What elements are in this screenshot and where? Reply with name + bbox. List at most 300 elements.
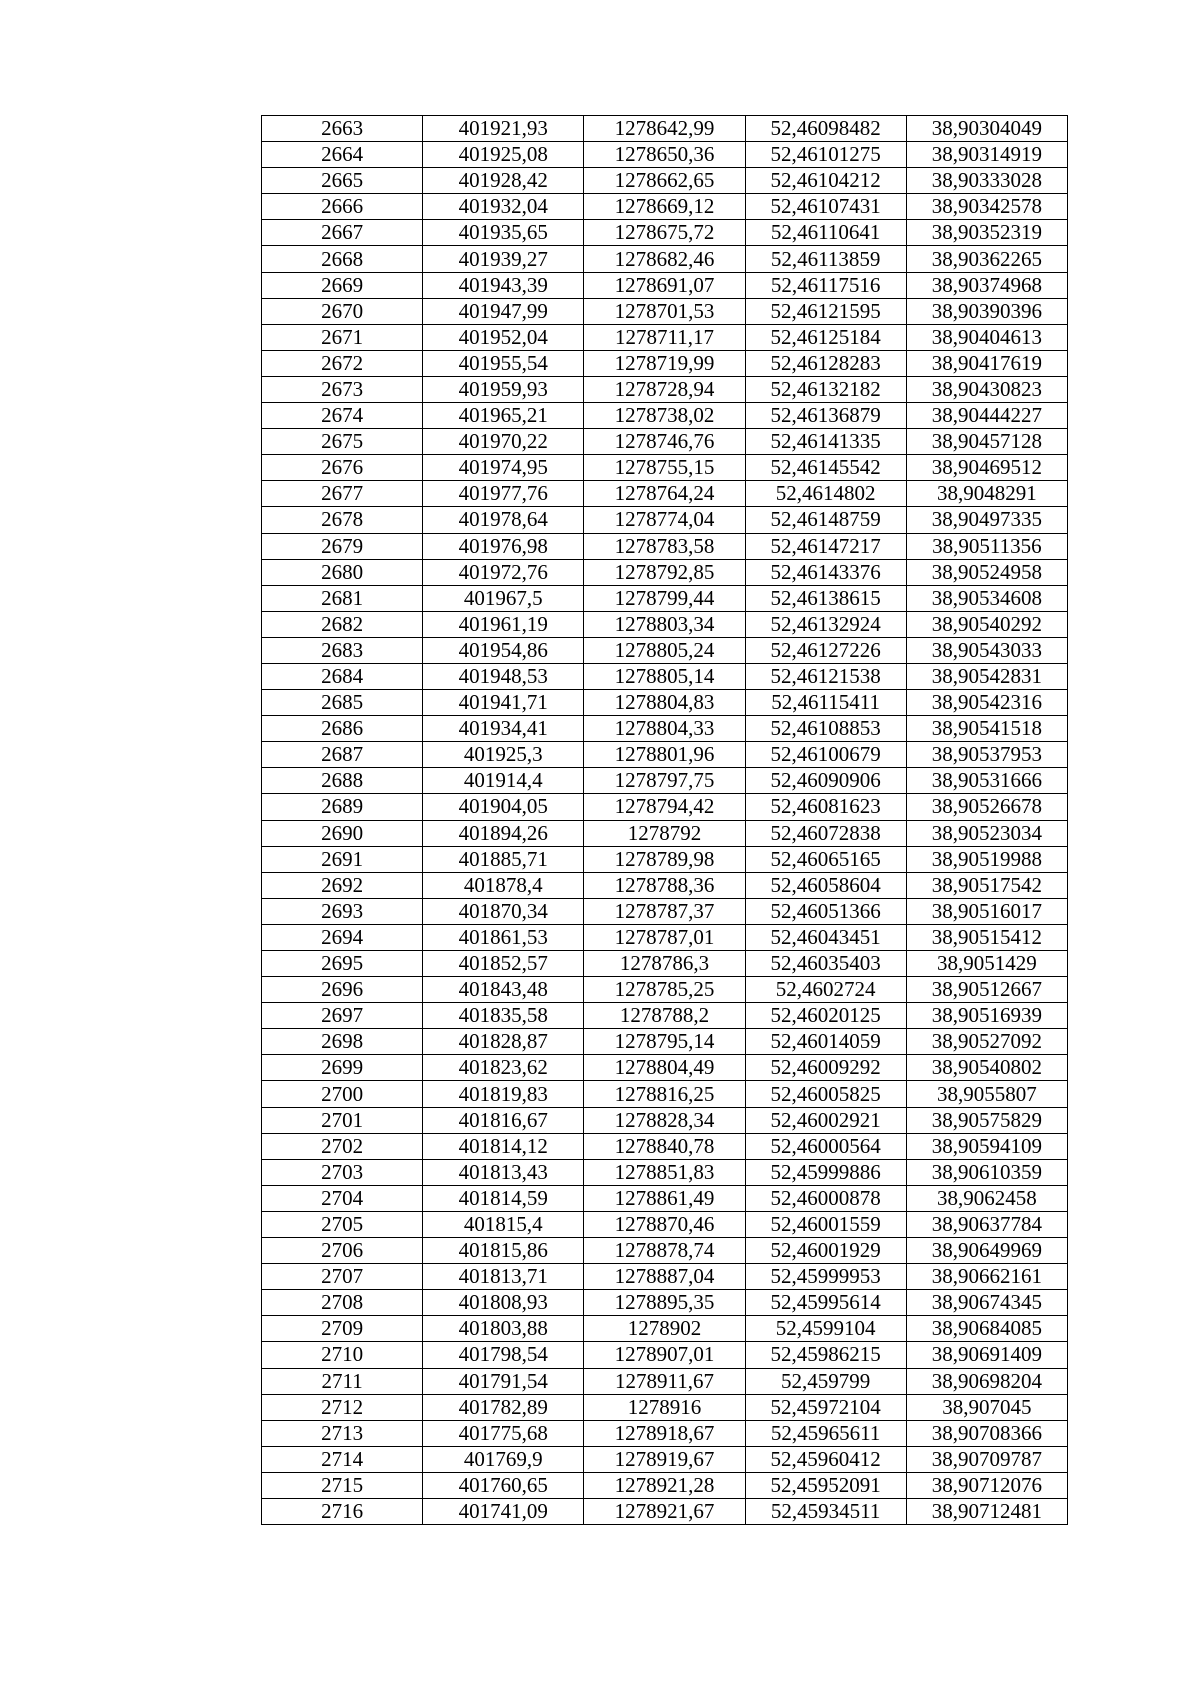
latitude-cell: 52,46108853 [745, 716, 906, 742]
point-number-cell: 2667 [262, 220, 423, 246]
point-number-cell: 2689 [262, 794, 423, 820]
x-coordinate-cell: 401861,53 [423, 924, 584, 950]
y-coordinate-cell: 1278797,75 [584, 768, 745, 794]
latitude-cell: 52,46101275 [745, 142, 906, 168]
x-coordinate-cell: 401914,4 [423, 768, 584, 794]
latitude-cell: 52,45999953 [745, 1264, 906, 1290]
x-coordinate-cell: 401943,39 [423, 272, 584, 298]
point-number-cell: 2716 [262, 1498, 423, 1524]
table-row [262, 1498, 1068, 1524]
longitude-cell: 38,90534608 [906, 585, 1067, 611]
point-number-cell: 2713 [262, 1420, 423, 1446]
y-coordinate-cell: 1278786,3 [584, 951, 745, 977]
x-coordinate-cell: 401885,71 [423, 846, 584, 872]
point-number-cell: 2712 [262, 1394, 423, 1420]
longitude-cell: 38,90515412 [906, 924, 1067, 950]
y-coordinate-cell: 1278792 [584, 820, 745, 846]
table-row [262, 533, 1068, 559]
longitude-cell: 38,90333028 [906, 168, 1067, 194]
table-row [262, 924, 1068, 950]
point-number-cell: 2715 [262, 1472, 423, 1498]
y-coordinate-cell: 1278805,14 [584, 663, 745, 689]
longitude-cell: 38,90542831 [906, 663, 1067, 689]
y-coordinate-cell: 1278789,98 [584, 846, 745, 872]
y-coordinate-cell: 1278719,99 [584, 350, 745, 376]
longitude-cell: 38,90708366 [906, 1420, 1067, 1446]
latitude-cell: 52,46104212 [745, 168, 906, 194]
longitude-cell: 38,90516939 [906, 1003, 1067, 1029]
x-coordinate-cell: 401814,59 [423, 1185, 584, 1211]
y-coordinate-cell: 1278785,25 [584, 977, 745, 1003]
latitude-cell: 52,46020125 [745, 1003, 906, 1029]
y-coordinate-cell: 1278783,58 [584, 533, 745, 559]
x-coordinate-cell: 401878,4 [423, 872, 584, 898]
y-coordinate-cell: 1278805,24 [584, 637, 745, 663]
x-coordinate-cell: 401965,21 [423, 403, 584, 429]
y-coordinate-cell: 1278794,42 [584, 794, 745, 820]
y-coordinate-cell: 1278755,15 [584, 455, 745, 481]
table-row [262, 585, 1068, 611]
y-coordinate-cell: 1278701,53 [584, 298, 745, 324]
latitude-cell: 52,46115411 [745, 690, 906, 716]
x-coordinate-cell: 401741,09 [423, 1498, 584, 1524]
table-row [262, 977, 1068, 1003]
point-number-cell: 2683 [262, 637, 423, 663]
latitude-cell: 52,45952091 [745, 1472, 906, 1498]
table-row [262, 820, 1068, 846]
longitude-cell: 38,90497335 [906, 507, 1067, 533]
y-coordinate-cell: 1278711,17 [584, 324, 745, 350]
x-coordinate-cell: 401894,26 [423, 820, 584, 846]
y-coordinate-cell: 1278840,78 [584, 1133, 745, 1159]
x-coordinate-cell: 401932,04 [423, 194, 584, 220]
table-row [262, 794, 1068, 820]
point-number-cell: 2700 [262, 1081, 423, 1107]
point-number-cell: 2694 [262, 924, 423, 950]
table-row [262, 1185, 1068, 1211]
latitude-cell: 52,46014059 [745, 1029, 906, 1055]
latitude-cell: 52,46035403 [745, 951, 906, 977]
table-row [262, 1316, 1068, 1342]
latitude-cell: 52,46001929 [745, 1238, 906, 1264]
coordinates-table [261, 115, 1068, 1525]
point-number-cell: 2676 [262, 455, 423, 481]
longitude-cell: 38,90304049 [906, 116, 1067, 142]
latitude-cell: 52,45999886 [745, 1159, 906, 1185]
y-coordinate-cell: 1278792,85 [584, 559, 745, 585]
y-coordinate-cell: 1278851,83 [584, 1159, 745, 1185]
y-coordinate-cell: 1278669,12 [584, 194, 745, 220]
y-coordinate-cell: 1278787,01 [584, 924, 745, 950]
longitude-cell: 38,90457128 [906, 429, 1067, 455]
latitude-cell: 52,46001559 [745, 1211, 906, 1237]
latitude-cell: 52,45965611 [745, 1420, 906, 1446]
x-coordinate-cell: 401835,58 [423, 1003, 584, 1029]
latitude-cell: 52,46125184 [745, 324, 906, 350]
longitude-cell: 38,90512667 [906, 977, 1067, 1003]
x-coordinate-cell: 401925,08 [423, 142, 584, 168]
latitude-cell: 52,46098482 [745, 116, 906, 142]
latitude-cell: 52,46005825 [745, 1081, 906, 1107]
latitude-cell: 52,46141335 [745, 429, 906, 455]
longitude-cell: 38,90390396 [906, 298, 1067, 324]
longitude-cell: 38,90712076 [906, 1472, 1067, 1498]
x-coordinate-cell: 401828,87 [423, 1029, 584, 1055]
table-row [262, 1290, 1068, 1316]
y-coordinate-cell: 1278804,83 [584, 690, 745, 716]
x-coordinate-cell: 401978,64 [423, 507, 584, 533]
x-coordinate-cell: 401782,89 [423, 1394, 584, 1420]
point-number-cell: 2671 [262, 324, 423, 350]
longitude-cell: 38,90531666 [906, 768, 1067, 794]
longitude-cell: 38,90526678 [906, 794, 1067, 820]
latitude-cell: 52,46065165 [745, 846, 906, 872]
y-coordinate-cell: 1278738,02 [584, 403, 745, 429]
latitude-cell: 52,46090906 [745, 768, 906, 794]
table-row [262, 716, 1068, 742]
point-number-cell: 2707 [262, 1264, 423, 1290]
y-coordinate-cell: 1278902 [584, 1316, 745, 1342]
x-coordinate-cell: 401760,65 [423, 1472, 584, 1498]
latitude-cell: 52,45972104 [745, 1394, 906, 1420]
point-number-cell: 2705 [262, 1211, 423, 1237]
x-coordinate-cell: 401819,83 [423, 1081, 584, 1107]
longitude-cell: 38,90342578 [906, 194, 1067, 220]
y-coordinate-cell: 1278788,36 [584, 872, 745, 898]
longitude-cell: 38,90314919 [906, 142, 1067, 168]
latitude-cell: 52,46128283 [745, 350, 906, 376]
x-coordinate-cell: 401815,4 [423, 1211, 584, 1237]
x-coordinate-cell: 401925,3 [423, 742, 584, 768]
longitude-cell: 38,90511356 [906, 533, 1067, 559]
point-number-cell: 2704 [262, 1185, 423, 1211]
x-coordinate-cell: 401959,93 [423, 376, 584, 402]
latitude-cell: 52,4599104 [745, 1316, 906, 1342]
latitude-cell: 52,45986215 [745, 1342, 906, 1368]
y-coordinate-cell: 1278642,99 [584, 116, 745, 142]
y-coordinate-cell: 1278728,94 [584, 376, 745, 402]
point-number-cell: 2665 [262, 168, 423, 194]
point-number-cell: 2682 [262, 611, 423, 637]
latitude-cell: 52,46127226 [745, 637, 906, 663]
table-row [262, 742, 1068, 768]
y-coordinate-cell: 1278921,67 [584, 1498, 745, 1524]
longitude-cell: 38,90517542 [906, 872, 1067, 898]
point-number-cell: 2702 [262, 1133, 423, 1159]
table-row [262, 1211, 1068, 1237]
longitude-cell: 38,90691409 [906, 1342, 1067, 1368]
latitude-cell: 52,45960412 [745, 1446, 906, 1472]
table-row [262, 220, 1068, 246]
point-number-cell: 2669 [262, 272, 423, 298]
table-row [262, 1264, 1068, 1290]
longitude-cell: 38,90352319 [906, 220, 1067, 246]
point-number-cell: 2673 [262, 376, 423, 402]
point-number-cell: 2688 [262, 768, 423, 794]
x-coordinate-cell: 401976,98 [423, 533, 584, 559]
x-coordinate-cell: 401967,5 [423, 585, 584, 611]
latitude-cell: 52,46107431 [745, 194, 906, 220]
latitude-cell: 52,46138615 [745, 585, 906, 611]
table-row [262, 1107, 1068, 1133]
y-coordinate-cell: 1278746,76 [584, 429, 745, 455]
point-number-cell: 2701 [262, 1107, 423, 1133]
y-coordinate-cell: 1278804,33 [584, 716, 745, 742]
longitude-cell: 38,907045 [906, 1394, 1067, 1420]
longitude-cell: 38,90417619 [906, 350, 1067, 376]
y-coordinate-cell: 1278887,04 [584, 1264, 745, 1290]
point-number-cell: 2672 [262, 350, 423, 376]
point-number-cell: 2703 [262, 1159, 423, 1185]
latitude-cell: 52,46136879 [745, 403, 906, 429]
point-number-cell: 2699 [262, 1055, 423, 1081]
y-coordinate-cell: 1278691,07 [584, 272, 745, 298]
point-number-cell: 2687 [262, 742, 423, 768]
longitude-cell: 38,90404613 [906, 324, 1067, 350]
latitude-cell: 52,46121538 [745, 663, 906, 689]
table-row [262, 1394, 1068, 1420]
y-coordinate-cell: 1278764,24 [584, 481, 745, 507]
x-coordinate-cell: 401852,57 [423, 951, 584, 977]
longitude-cell: 38,90712481 [906, 1498, 1067, 1524]
x-coordinate-cell: 401775,68 [423, 1420, 584, 1446]
longitude-cell: 38,90541518 [906, 716, 1067, 742]
latitude-cell: 52,4614802 [745, 481, 906, 507]
table-row [262, 455, 1068, 481]
table-row [262, 1342, 1068, 1368]
point-number-cell: 2678 [262, 507, 423, 533]
latitude-cell: 52,46117516 [745, 272, 906, 298]
longitude-cell: 38,90524958 [906, 559, 1067, 585]
point-number-cell: 2714 [262, 1446, 423, 1472]
point-number-cell: 2680 [262, 559, 423, 585]
table-row [262, 663, 1068, 689]
y-coordinate-cell: 1278878,74 [584, 1238, 745, 1264]
x-coordinate-cell: 401870,34 [423, 898, 584, 924]
table-row [262, 1029, 1068, 1055]
longitude-cell: 38,90537953 [906, 742, 1067, 768]
y-coordinate-cell: 1278816,25 [584, 1081, 745, 1107]
point-number-cell: 2679 [262, 533, 423, 559]
coordinates-table-body [262, 116, 1068, 1525]
longitude-cell: 38,90362265 [906, 246, 1067, 272]
table-row [262, 1081, 1068, 1107]
x-coordinate-cell: 401955,54 [423, 350, 584, 376]
table-row [262, 298, 1068, 324]
longitude-cell: 38,90516017 [906, 898, 1067, 924]
longitude-cell: 38,90444227 [906, 403, 1067, 429]
latitude-cell: 52,45934511 [745, 1498, 906, 1524]
y-coordinate-cell: 1278907,01 [584, 1342, 745, 1368]
x-coordinate-cell: 401934,41 [423, 716, 584, 742]
table-row [262, 116, 1068, 142]
x-coordinate-cell: 401823,62 [423, 1055, 584, 1081]
table-row [262, 768, 1068, 794]
point-number-cell: 2691 [262, 846, 423, 872]
point-number-cell: 2684 [262, 663, 423, 689]
longitude-cell: 38,90575829 [906, 1107, 1067, 1133]
x-coordinate-cell: 401808,93 [423, 1290, 584, 1316]
longitude-cell: 38,90610359 [906, 1159, 1067, 1185]
latitude-cell: 52,46147217 [745, 533, 906, 559]
table-row [262, 194, 1068, 220]
latitude-cell: 52,46081623 [745, 794, 906, 820]
x-coordinate-cell: 401791,54 [423, 1368, 584, 1394]
longitude-cell: 38,90637784 [906, 1211, 1067, 1237]
table-row [262, 481, 1068, 507]
longitude-cell: 38,90698204 [906, 1368, 1067, 1394]
latitude-cell: 52,46009292 [745, 1055, 906, 1081]
latitude-cell: 52,4602724 [745, 977, 906, 1003]
table-row [262, 168, 1068, 194]
table-row [262, 559, 1068, 585]
table-row [262, 376, 1068, 402]
y-coordinate-cell: 1278916 [584, 1394, 745, 1420]
longitude-cell: 38,90662161 [906, 1264, 1067, 1290]
table-row [262, 1133, 1068, 1159]
y-coordinate-cell: 1278788,2 [584, 1003, 745, 1029]
point-number-cell: 2663 [262, 116, 423, 142]
point-number-cell: 2690 [262, 820, 423, 846]
latitude-cell: 52,46002921 [745, 1107, 906, 1133]
y-coordinate-cell: 1278675,72 [584, 220, 745, 246]
point-number-cell: 2677 [262, 481, 423, 507]
y-coordinate-cell: 1278787,37 [584, 898, 745, 924]
point-number-cell: 2710 [262, 1342, 423, 1368]
longitude-cell: 38,90649969 [906, 1238, 1067, 1264]
x-coordinate-cell: 401948,53 [423, 663, 584, 689]
longitude-cell: 38,90523034 [906, 820, 1067, 846]
latitude-cell: 52,459799 [745, 1368, 906, 1394]
y-coordinate-cell: 1278799,44 [584, 585, 745, 611]
table-row [262, 403, 1068, 429]
longitude-cell: 38,9048291 [906, 481, 1067, 507]
table-row [262, 690, 1068, 716]
x-coordinate-cell: 401904,05 [423, 794, 584, 820]
y-coordinate-cell: 1278919,67 [584, 1446, 745, 1472]
longitude-cell: 38,90527092 [906, 1029, 1067, 1055]
latitude-cell: 52,46000564 [745, 1133, 906, 1159]
longitude-cell: 38,90469512 [906, 455, 1067, 481]
latitude-cell: 52,46145542 [745, 455, 906, 481]
point-number-cell: 2675 [262, 429, 423, 455]
point-number-cell: 2681 [262, 585, 423, 611]
point-number-cell: 2711 [262, 1368, 423, 1394]
point-number-cell: 2692 [262, 872, 423, 898]
point-number-cell: 2698 [262, 1029, 423, 1055]
table-row [262, 1159, 1068, 1185]
table-row [262, 1003, 1068, 1029]
table-row [262, 324, 1068, 350]
y-coordinate-cell: 1278774,04 [584, 507, 745, 533]
y-coordinate-cell: 1278918,67 [584, 1420, 745, 1446]
point-number-cell: 2708 [262, 1290, 423, 1316]
table-row [262, 1446, 1068, 1472]
longitude-cell: 38,9062458 [906, 1185, 1067, 1211]
table-row [262, 1238, 1068, 1264]
x-coordinate-cell: 401954,86 [423, 637, 584, 663]
x-coordinate-cell: 401769,9 [423, 1446, 584, 1472]
longitude-cell: 38,90519988 [906, 846, 1067, 872]
x-coordinate-cell: 401970,22 [423, 429, 584, 455]
table-row [262, 246, 1068, 272]
latitude-cell: 52,46132182 [745, 376, 906, 402]
latitude-cell: 52,45995614 [745, 1290, 906, 1316]
x-coordinate-cell: 401815,86 [423, 1238, 584, 1264]
y-coordinate-cell: 1278801,96 [584, 742, 745, 768]
table-row [262, 350, 1068, 376]
y-coordinate-cell: 1278682,46 [584, 246, 745, 272]
point-number-cell: 2706 [262, 1238, 423, 1264]
point-number-cell: 2696 [262, 977, 423, 1003]
latitude-cell: 52,46110641 [745, 220, 906, 246]
point-number-cell: 2697 [262, 1003, 423, 1029]
latitude-cell: 52,46132924 [745, 611, 906, 637]
x-coordinate-cell: 401921,93 [423, 116, 584, 142]
longitude-cell: 38,90684085 [906, 1316, 1067, 1342]
longitude-cell: 38,90709787 [906, 1446, 1067, 1472]
latitude-cell: 52,46000878 [745, 1185, 906, 1211]
latitude-cell: 52,46143376 [745, 559, 906, 585]
x-coordinate-cell: 401803,88 [423, 1316, 584, 1342]
point-number-cell: 2685 [262, 690, 423, 716]
point-number-cell: 2686 [262, 716, 423, 742]
y-coordinate-cell: 1278921,28 [584, 1472, 745, 1498]
y-coordinate-cell: 1278895,35 [584, 1290, 745, 1316]
latitude-cell: 52,46121595 [745, 298, 906, 324]
y-coordinate-cell: 1278650,36 [584, 142, 745, 168]
table-row [262, 951, 1068, 977]
longitude-cell: 38,90374968 [906, 272, 1067, 298]
table-row [262, 872, 1068, 898]
point-number-cell: 2668 [262, 246, 423, 272]
x-coordinate-cell: 401961,19 [423, 611, 584, 637]
point-number-cell: 2666 [262, 194, 423, 220]
latitude-cell: 52,46100679 [745, 742, 906, 768]
y-coordinate-cell: 1278870,46 [584, 1211, 745, 1237]
y-coordinate-cell: 1278828,34 [584, 1107, 745, 1133]
x-coordinate-cell: 401972,76 [423, 559, 584, 585]
longitude-cell: 38,90430823 [906, 376, 1067, 402]
x-coordinate-cell: 401939,27 [423, 246, 584, 272]
table-row [262, 1420, 1068, 1446]
latitude-cell: 52,46072838 [745, 820, 906, 846]
table-row [262, 1368, 1068, 1394]
latitude-cell: 52,46051366 [745, 898, 906, 924]
y-coordinate-cell: 1278803,34 [584, 611, 745, 637]
longitude-cell: 38,90594109 [906, 1133, 1067, 1159]
latitude-cell: 52,46058604 [745, 872, 906, 898]
x-coordinate-cell: 401947,99 [423, 298, 584, 324]
x-coordinate-cell: 401816,67 [423, 1107, 584, 1133]
y-coordinate-cell: 1278911,67 [584, 1368, 745, 1394]
table-row [262, 611, 1068, 637]
y-coordinate-cell: 1278804,49 [584, 1055, 745, 1081]
table-row [262, 846, 1068, 872]
longitude-cell: 38,9051429 [906, 951, 1067, 977]
x-coordinate-cell: 401941,71 [423, 690, 584, 716]
x-coordinate-cell: 401798,54 [423, 1342, 584, 1368]
longitude-cell: 38,90540292 [906, 611, 1067, 637]
table-row [262, 637, 1068, 663]
x-coordinate-cell: 401928,42 [423, 168, 584, 194]
y-coordinate-cell: 1278795,14 [584, 1029, 745, 1055]
point-number-cell: 2674 [262, 403, 423, 429]
x-coordinate-cell: 401843,48 [423, 977, 584, 1003]
x-coordinate-cell: 401814,12 [423, 1133, 584, 1159]
longitude-cell: 38,90674345 [906, 1290, 1067, 1316]
latitude-cell: 52,46148759 [745, 507, 906, 533]
